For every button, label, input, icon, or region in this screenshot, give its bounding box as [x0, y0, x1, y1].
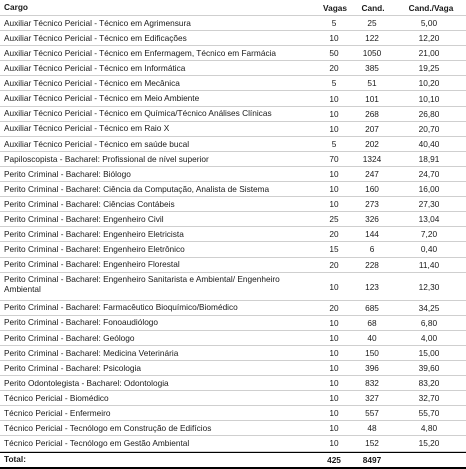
- table-row: [0, 182, 466, 197]
- table-row: [0, 167, 466, 182]
- cell-ratio: 26,80: [418, 108, 440, 119]
- total-row: [0, 452, 466, 469]
- cell-cargo: Auxiliar Técnico Pericial - Técnico em Raio X: [4, 123, 170, 134]
- cell-ratio: 18,91: [418, 153, 440, 164]
- cell-ratio: 0,40: [420, 244, 438, 255]
- cell-cargo: Auxiliar Técnico Pericial - Técnico em Enfermagem, Técnico em Farmácia: [4, 47, 277, 58]
- cell-cargo: Perito Criminal - Bacharel: Medicina Veterinária: [4, 347, 179, 358]
- cell-cand: 1050: [362, 48, 382, 59]
- cell-vagas: 5: [331, 18, 337, 29]
- cell-vagas: 10: [329, 184, 339, 195]
- cell-cargo: Auxiliar Técnico Pericial - Técnico em Química/Técnico Análises Clínicas: [4, 108, 272, 119]
- table-row: [0, 376, 466, 391]
- cell-vagas: 10: [329, 363, 339, 374]
- cell-cargo: Perito Odontolegista - Bacharel: Odontologia: [4, 377, 169, 388]
- table-row: [0, 346, 466, 361]
- cell-cand: 101: [365, 93, 379, 104]
- cell-cand: 685: [365, 302, 379, 313]
- total-cand: 8497: [362, 454, 382, 465]
- cell-ratio: 12,30: [418, 281, 440, 292]
- cell-cargo: Perito Criminal - Bacharel: Biólogo: [4, 168, 131, 179]
- cell-cand: 144: [365, 229, 379, 240]
- cell-ratio: 27,30: [418, 199, 440, 210]
- cell-vagas: 10: [329, 347, 339, 358]
- cell-ratio: 15,20: [418, 438, 440, 449]
- table-row: [0, 91, 466, 106]
- table-row: [0, 361, 466, 376]
- cell-cand: 123: [365, 281, 379, 292]
- cell-cand: 202: [365, 138, 379, 149]
- table-row: [0, 331, 466, 346]
- cell-cand: 273: [365, 199, 379, 210]
- cell-ratio: 6,80: [420, 317, 438, 328]
- header-cargo: Cargo: [4, 2, 28, 13]
- table-row: [0, 107, 466, 122]
- cell-vagas: 10: [329, 93, 339, 104]
- header-vagas: Vagas: [323, 2, 347, 13]
- cell-cargo: Auxiliar Técnico Pericial - Técnico em Meio Ambiente: [4, 93, 200, 104]
- table-row: [0, 46, 466, 61]
- cell-cargo: Perito Criminal - Bacharel: Engenheiro Civil: [4, 214, 164, 225]
- cell-cand: 268: [365, 108, 379, 119]
- cell-ratio: 4,00: [420, 332, 438, 343]
- cell-cargo: Perito Criminal - Bacharel: Engenheiro Eletricista: [4, 229, 184, 240]
- cell-cargo: Auxiliar Técnico Pericial - Técnico em saúde bucal: [4, 138, 190, 149]
- cell-vagas: 25: [329, 214, 339, 225]
- cell-vagas: 5: [331, 138, 337, 149]
- cell-cand: 396: [365, 363, 379, 374]
- cell-ratio: 20,70: [418, 123, 440, 134]
- cell-cand: 327: [365, 393, 379, 404]
- cell-cand: 160: [365, 184, 379, 195]
- cell-cargo: Papiloscopista - Bacharel: Profissional de nível superior: [4, 153, 209, 164]
- cell-ratio: 11,40: [418, 259, 440, 270]
- cell-vagas: 10: [329, 378, 339, 389]
- cell-vagas: 20: [329, 259, 339, 270]
- header-ratio: Cand./Vaga: [408, 2, 454, 13]
- cell-ratio: 39,60: [418, 363, 440, 374]
- cell-cand: 326: [365, 214, 379, 225]
- cell-cand: 40: [367, 332, 377, 343]
- table-row: [0, 406, 466, 421]
- cell-ratio: 83,20: [418, 378, 440, 389]
- cell-ratio: 55,70: [418, 408, 440, 419]
- table-row: [0, 421, 466, 436]
- table-row: [0, 197, 466, 212]
- cell-cargo: Perito Criminal - Bacharel: Engenheiro Sanitarista e Ambiental/ Engenheiro Ambiental: [4, 273, 280, 295]
- cell-vagas: 20: [329, 229, 339, 240]
- cell-cand: 68: [367, 317, 377, 328]
- cell-ratio: 32,70: [418, 393, 440, 404]
- cell-ratio: 15,00: [418, 347, 440, 358]
- table-row: [0, 16, 466, 31]
- table-row: [0, 122, 466, 137]
- table-row: [0, 152, 466, 167]
- cell-ratio: 5,00: [420, 18, 438, 29]
- cell-cargo: Perito Criminal - Bacharel: Engenheiro Florestal: [4, 259, 180, 270]
- cell-ratio: 10,10: [418, 93, 440, 104]
- cell-vagas: 10: [329, 33, 339, 44]
- cell-cand: 385: [365, 63, 379, 74]
- table-row: [0, 31, 466, 46]
- table-row: [0, 212, 466, 227]
- cell-ratio: 13,04: [418, 214, 440, 225]
- cell-ratio: 10,20: [418, 78, 440, 89]
- table-row: [0, 76, 466, 91]
- cell-cand: 247: [365, 168, 379, 179]
- cell-cand: 207: [365, 123, 379, 134]
- cell-vagas: 70: [329, 153, 339, 164]
- cell-cargo: Técnico Pericial - Tecnólogo em Gestão Ambiental: [4, 438, 190, 449]
- header-cand: Cand.: [361, 2, 385, 13]
- cell-vagas: 10: [329, 281, 339, 292]
- table-row: [0, 316, 466, 331]
- cell-cand: 6: [369, 244, 375, 255]
- cell-cargo: Auxiliar Técnico Pericial - Técnico em Mecânica: [4, 78, 180, 89]
- cell-cargo: Perito Criminal - Bacharel: Engenheiro Eletrônico: [4, 244, 185, 255]
- cell-vagas: 10: [329, 168, 339, 179]
- cell-vagas: 10: [329, 317, 339, 328]
- cell-cargo: Técnico Pericial - Tecnólogo em Construção de Edifícios: [4, 423, 212, 434]
- cell-cargo: Auxiliar Técnico Pericial - Técnico em Edificações: [4, 32, 187, 43]
- cell-cargo: Auxiliar Técnico Pericial - Técnico em Agrimensura: [4, 17, 191, 28]
- cell-cand: 150: [365, 347, 379, 358]
- cell-ratio: 12,20: [418, 33, 440, 44]
- cell-cand: 228: [365, 259, 379, 270]
- cell-cand: 25: [367, 18, 377, 29]
- cell-vagas: 10: [329, 123, 339, 134]
- cell-ratio: 16,00: [418, 184, 440, 195]
- table-row: [0, 137, 466, 152]
- cell-cand: 51: [367, 78, 377, 89]
- cell-ratio: 7,20: [420, 229, 438, 240]
- cell-cargo: Perito Criminal - Bacharel: Geólogo: [4, 332, 135, 343]
- cell-cargo: Auxiliar Técnico Pericial - Técnico em Informática: [4, 63, 186, 74]
- cell-cargo: Técnico Pericial - Biomédico: [4, 392, 109, 403]
- table-row: [0, 258, 466, 273]
- cell-vagas: 20: [329, 63, 339, 74]
- cell-vagas: 20: [329, 302, 339, 313]
- cell-ratio: 4,80: [420, 423, 438, 434]
- cell-vagas: 10: [329, 199, 339, 210]
- cell-vagas: 10: [329, 408, 339, 419]
- cell-vagas: 10: [329, 108, 339, 119]
- table-body: [0, 16, 466, 452]
- table-row: [0, 61, 466, 76]
- cell-vagas: 10: [329, 332, 339, 343]
- cell-cargo: Técnico Pericial - Enfermeiro: [4, 408, 111, 419]
- cell-cargo: Perito Criminal - Bacharel: Ciência da Computação, Analista de Sistema: [4, 183, 270, 194]
- cell-ratio: 21,00: [418, 48, 440, 59]
- cell-ratio: 24,70: [418, 168, 440, 179]
- cell-ratio: 40,40: [418, 138, 440, 149]
- table-row: [0, 436, 466, 451]
- cell-ratio: 19,25: [418, 63, 440, 74]
- cell-vagas: 10: [329, 393, 339, 404]
- cell-cand: 832: [365, 378, 379, 389]
- table-row: [0, 391, 466, 406]
- cell-cand: 152: [365, 438, 379, 449]
- total-vagas: 425: [327, 454, 341, 465]
- total-label: Total:: [4, 454, 26, 465]
- cell-vagas: 5: [331, 78, 337, 89]
- cell-cand: 557: [365, 408, 379, 419]
- cell-cargo: Perito Criminal - Bacharel: Farmacêutico Bioquímico/Biomédico: [4, 302, 238, 313]
- cell-cargo: Perito Criminal - Bacharel: Ciências Contábeis: [4, 198, 175, 209]
- table-row: [0, 273, 466, 301]
- table-row: [0, 242, 466, 257]
- cell-vagas: 10: [329, 423, 339, 434]
- cell-cargo: Perito Criminal - Bacharel: Fonoaudiólogo: [4, 317, 159, 328]
- cell-cand: 48: [367, 423, 377, 434]
- cell-cand: 1324: [362, 153, 382, 164]
- table-row: [0, 301, 466, 316]
- cell-cand: 122: [365, 33, 379, 44]
- cell-ratio: 34,25: [418, 302, 440, 313]
- cell-vagas: 10: [329, 438, 339, 449]
- table-header: [0, 0, 466, 16]
- cell-vagas: 50: [329, 48, 339, 59]
- cell-vagas: 15: [329, 244, 339, 255]
- cell-cargo: Perito Criminal - Bacharel: Psicologia: [4, 362, 141, 373]
- table-row: [0, 227, 466, 242]
